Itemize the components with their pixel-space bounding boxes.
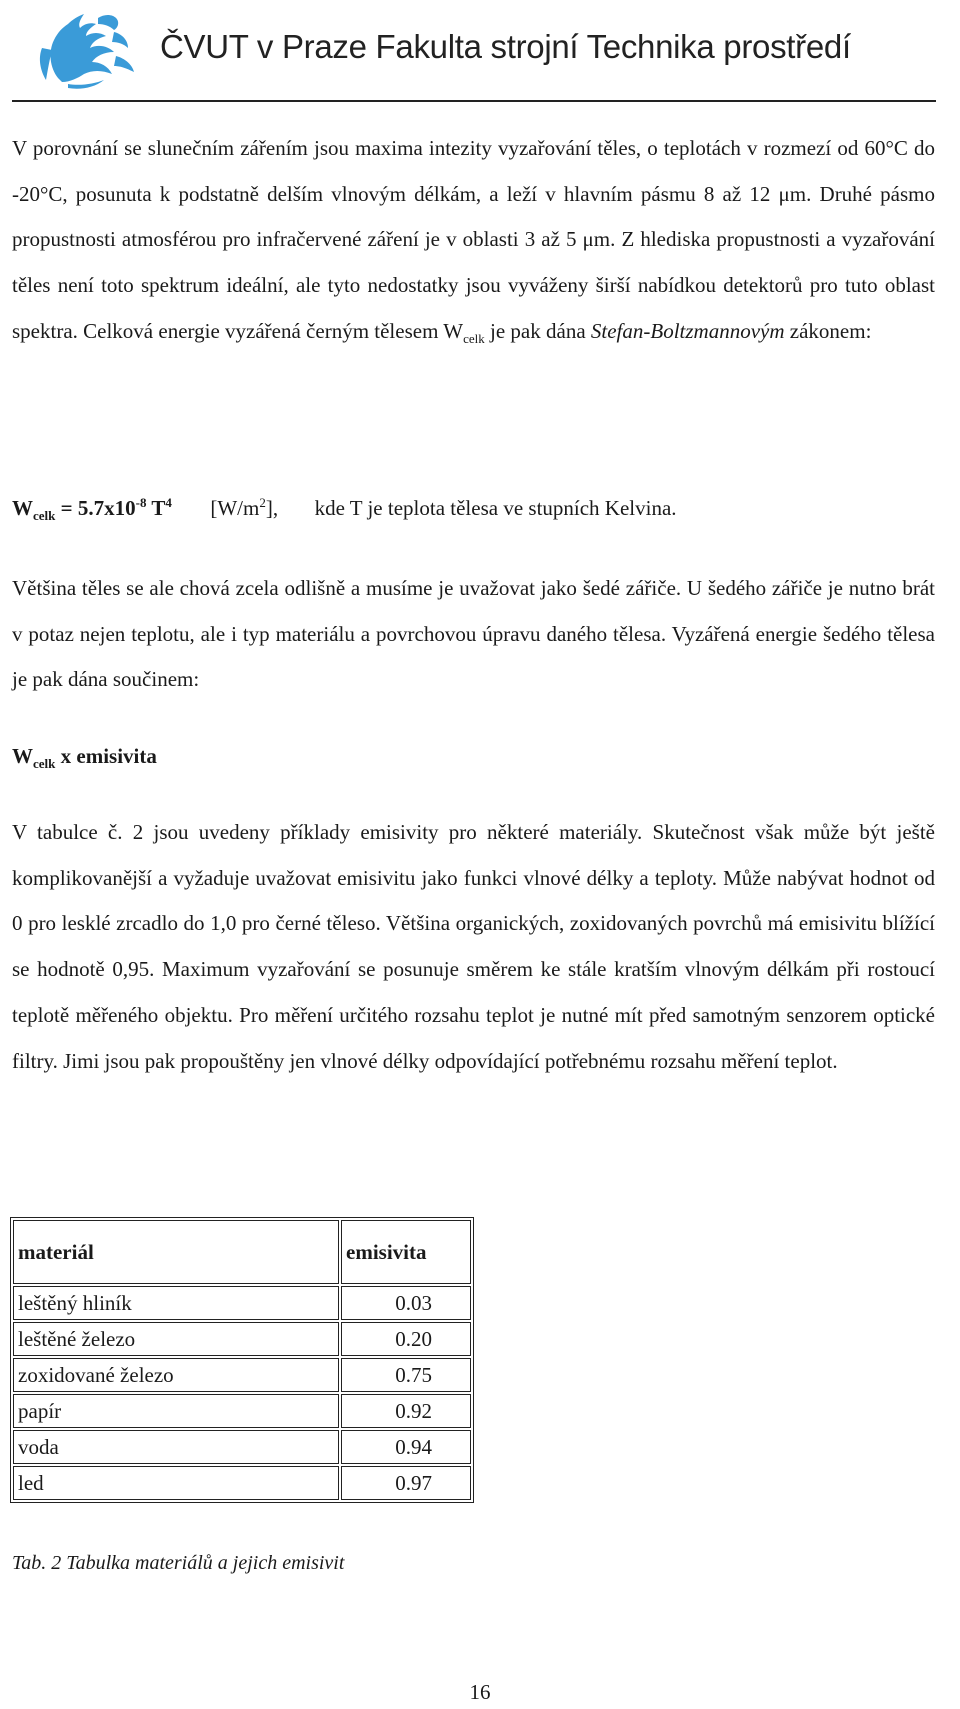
table-header-row [13, 1220, 471, 1284]
formula-w-sub: celk [33, 508, 56, 524]
formula-unit-exponent: 2 [259, 495, 266, 510]
paragraph-1-mid: je pak dána [484, 318, 591, 343]
paragraph-2-text: Většina těles se ale chová zcela odlišně a musíme je uvažovat jako šedé zářiče. U šedého zářiče je nutno brát v potaz nejen teplotu, ale i typ materiálu a povrchovou úpravu daného tělesa. Vyzářená energie šedého tělesa je pak dána součinem: [12, 576, 935, 692]
paragraph-2 [12, 566, 935, 703]
page-number: 16 [469, 1680, 491, 1704]
formula-t-exponent: 4 [165, 495, 172, 510]
table-header-material: materiál [13, 1220, 339, 1284]
table-row [13, 1322, 471, 1356]
table-cell-material: zoxidované železo [13, 1358, 339, 1392]
table-header-emissivity: emisivita [341, 1220, 471, 1284]
table-caption: Tab. 2 Tabulka materiálů a jejich emisivit [12, 1552, 345, 1574]
paragraph-1-text: V porovnání se slunečním zářením jsou maxima intezity vyzařování těles, o teplotách v rozmezí od 60°C do -20°C, posunuta k podstatně delším vlnovým délkám, a leží v hlavním pásmu 8 až 12 μm. Druhé pásmo propustnosti atmosférou pro infračervené záření je v oblasti 3 až 5 μm. Z hlediska propustnosti a vyzařování těles není toto spektrum ideální, ale tyto nedostatky jsou vyváženy širší nabídkou detektorů pro tuto oblast spektra. Celková energie vyzářená černým tělesem W [12, 136, 935, 343]
table-cell-material: leštěné železo [13, 1322, 339, 1356]
table-row [13, 1466, 471, 1500]
formula-description: kde T je teplota tělesa ve stupních Kelvina. [314, 496, 677, 520]
formula2-w: W [12, 744, 33, 768]
paragraph-3-text: V tabulce č. 2 jsou uvedeny příklady emisivity pro některé materiály. Skutečnost však může být ještě komplikovanější a vyžaduje uvažovat emisivitu jako funkci vlnové délky a teploty. Může nabývat hodnot od 0 pro lesklé zrcadlo do 1,0 pro černé těleso. Většina organických, zoxidovaných povrchů má emisivitu blížící se hodnotě 0,95. Maximum vyzařování se posunuje směrem ke stále kratším vlnovým délkám při rostoucí teplotě měřeného objektu. Pro měření určitého rozsahu teplot je nutné mít před samotným senzorem optické filtry. Jimi jsou pak propouštěny jen vlnové délky odpovídající potřebnému rozsahu měření teplot. [12, 820, 935, 1073]
formula-w: W [12, 496, 33, 520]
table-cell-material: voda [13, 1430, 339, 1464]
emissivity-formula [12, 744, 157, 772]
cvut-lion-logo-icon [28, 8, 146, 90]
formula2-w-sub: celk [33, 756, 56, 772]
formula-constant: = 5.7x10 [55, 496, 136, 520]
header-divider [12, 100, 936, 102]
table-cell-material: papír [13, 1394, 339, 1428]
table-cell-material: led [13, 1466, 339, 1500]
formula-exponent: -8 [135, 495, 147, 510]
paragraph-3 [12, 810, 935, 1084]
stefan-boltzmann-formula [12, 495, 677, 524]
paragraph-1 [12, 126, 935, 355]
formula2-rest: x emisivita [55, 744, 157, 768]
table-row [13, 1286, 471, 1320]
table-cell-value: 0.20 [341, 1322, 471, 1356]
emissivity-table [10, 1217, 474, 1503]
table-cell-value: 0.92 [341, 1394, 471, 1428]
paragraph-1-end: zákonem: [784, 318, 872, 343]
w-subscript: celk [463, 331, 485, 346]
table-row [13, 1358, 471, 1392]
table-cell-value: 0.94 [341, 1430, 471, 1464]
table-cell-value: 0.97 [341, 1466, 471, 1500]
formula-unit: [W/m [210, 496, 260, 520]
table-cell-value: 0.03 [341, 1286, 471, 1320]
table-cell-value: 0.75 [341, 1358, 471, 1392]
formula-t: T [146, 496, 166, 520]
table-row [13, 1430, 471, 1464]
header-title: ČVUT v Praze Fakulta strojní Technika prostředí [160, 28, 851, 65]
formula-unit-end: ], [265, 496, 279, 520]
table-cell-material: leštěný hliník [13, 1286, 339, 1320]
law-name: Stefan-Boltzmannovým [590, 318, 785, 343]
table-row [13, 1394, 471, 1428]
page-header [0, 0, 960, 104]
